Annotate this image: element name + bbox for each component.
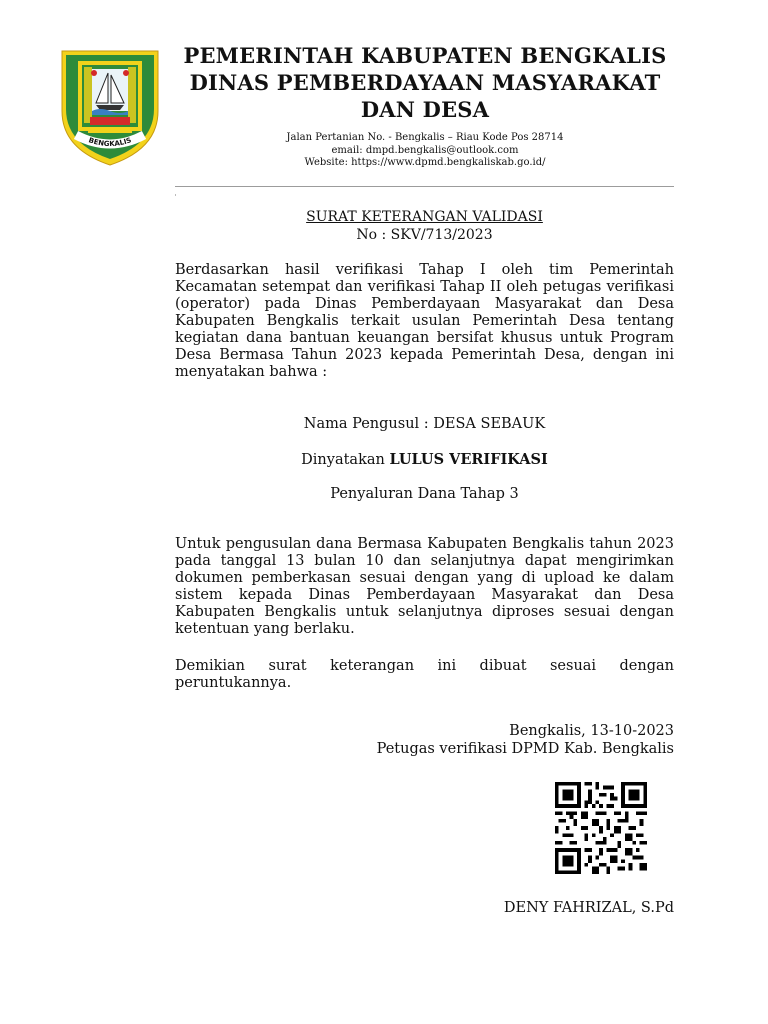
signer-role: Petugas verifikasi DPMD Kab. Bengkalis: [376, 741, 674, 757]
intro-paragraph: Berdasarkan hasil verifikasi Tahap I oleh tim Pemerintah Kecamatan setempat dan verifikasi Tahap II oleh petugas verifikasi (operator) pada Dinas Pemberdayaan Masyarakat dan Desa Kabupaten Bengkalis terkait usulan Pemerintah Desa tentang kegiatan dana bantuan keuangan bersifat khusus untuk Program Desa Bermasa Tahun 2023 kepada Pemerintah Desa, dengan ini menyatakan bahwa :: [175, 262, 674, 380]
verification-status: [175, 451, 674, 469]
agency-line-3: DAN DESA: [360, 97, 490, 122]
applicant-name: Nama Pengusul : DESA SEBAUK: [303, 416, 546, 432]
letter-title: SURAT KETERANGAN VALIDASI: [306, 209, 543, 225]
agency-website: Website: https://www.dpmd.bengkaliskab.go.id/: [304, 157, 546, 168]
agency-address: Jalan Pertanian No. - Bengkalis – Riau Kode Pos 28714: [286, 132, 564, 143]
bengkalis-emblem-logo: [60, 49, 160, 167]
status-value: LULUS VERIFIKASI: [389, 451, 548, 468]
logo-motto: BENGKALIS: [87, 136, 133, 149]
agency-line-1: PEMERINTAH KABUPATEN BENGKALIS: [183, 43, 667, 68]
place-date: Bengkalis, 13-10-2023: [509, 723, 674, 739]
agency-email: email: dmpd.bengkalis@outlook.com: [331, 144, 519, 156]
disbursement-stage: Penyaluran Dana Tahap 3: [330, 486, 519, 502]
body-paragraph: Untuk pengusulan dana Bermasa Kabupaten Bengkalis tahun 2023 pada tanggal 13 bulan 10 dan selanjutnya dapat mengirimkan dokumen pemberkasan sesuai dengan yang di upload ke dalam sistem kepada Dinas Pemberdayaan Masyarakat dan Desa Kabupaten Bengkalis untuk selanjutnya diproses sesuai dengan ketentuan yang berlaku.: [175, 536, 674, 637]
status-prefix: Dinyatakan: [301, 452, 385, 468]
letter-number: No : SKV/713/2023: [356, 227, 493, 243]
letter-heading: [175, 208, 674, 244]
letterhead: [175, 42, 675, 170]
qr-code: [552, 782, 650, 874]
header-divider: [175, 186, 674, 187]
agency-line-2: DINAS PEMBERDAYAAN MASYARAKAT: [189, 70, 661, 95]
header-divider-mark: [175, 194, 176, 196]
closing-paragraph: Demikian surat keterangan ini dibuat sesuai dengan peruntukannya.: [175, 658, 674, 691]
signer-name: DENY FAHRIZAL, S.Pd: [503, 900, 674, 916]
